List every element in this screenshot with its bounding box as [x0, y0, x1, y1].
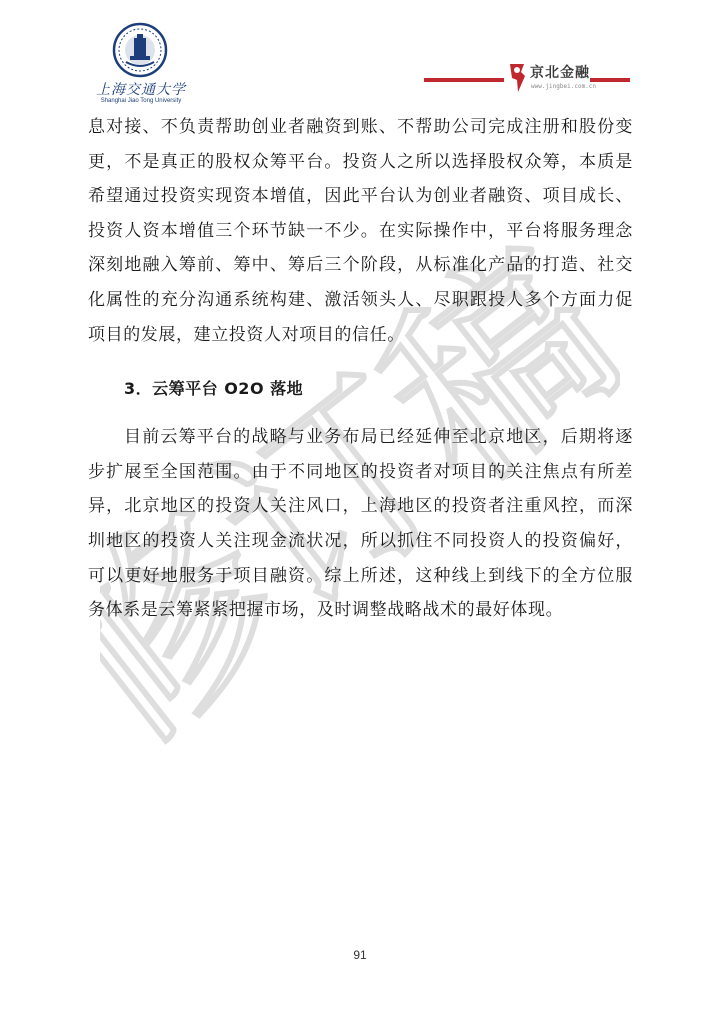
- paragraph: 息对接、不负责帮助创业者融资到账、不帮助公司完成注册和股份变更，不是真正的股权众筹平台。投资人之所以选择股权众筹，本质是希望通过投资实现资本增值，因此平台认为创业者融资、项目成长、投资人资本增值三个环节缺一不少。在实际操作中，平台将服务理念深刻地融入筹前、筹中、筹后三个阶段，从标准化产品的打造、社交化属性的充分沟通系统构建、激活领头人、尽职跟投人多个方面力促项目的发展，建立投资人对项目的信任。: [88, 117, 633, 345]
- jingbei-logo-icon: [506, 60, 528, 96]
- partner-name: 京北金融: [530, 65, 590, 81]
- header-rule-right: [590, 78, 630, 82]
- page-header: [0, 0, 720, 110]
- header-rule-left: [424, 78, 504, 82]
- watermark-text: 修订稿: [100, 230, 620, 787]
- paragraph: 目前云筹平台的战略与业务布局已经延伸至北京地区，后期将逐步扩展至全国范围。由于不同地区的投资者对项目的关注焦点有所差异，北京地区的投资人关注风口，上海地区的投资者注重风控，而深圳地区的投资人关注现金流状况，所以抓住不同投资人的投资偏好，可以更好地服务于项目融资。综上所述，这种线上到线下的全方位服务体系是云筹紧紧把握市场，及时调整战略战术的最好体现。: [88, 427, 633, 621]
- sjtu-seal-icon: [112, 22, 168, 78]
- university-name-en: Shanghai Jiao Tong University: [100, 98, 182, 104]
- section-heading: 3．云筹平台 O2O 落地: [124, 379, 304, 399]
- sjtu-logo: [86, 22, 196, 108]
- page-number: 91: [353, 948, 367, 962]
- university-name-cn: 上海交通大学: [96, 82, 186, 98]
- partner-url: www.jingbei.com.cn: [531, 83, 597, 90]
- document-body: [88, 110, 633, 628]
